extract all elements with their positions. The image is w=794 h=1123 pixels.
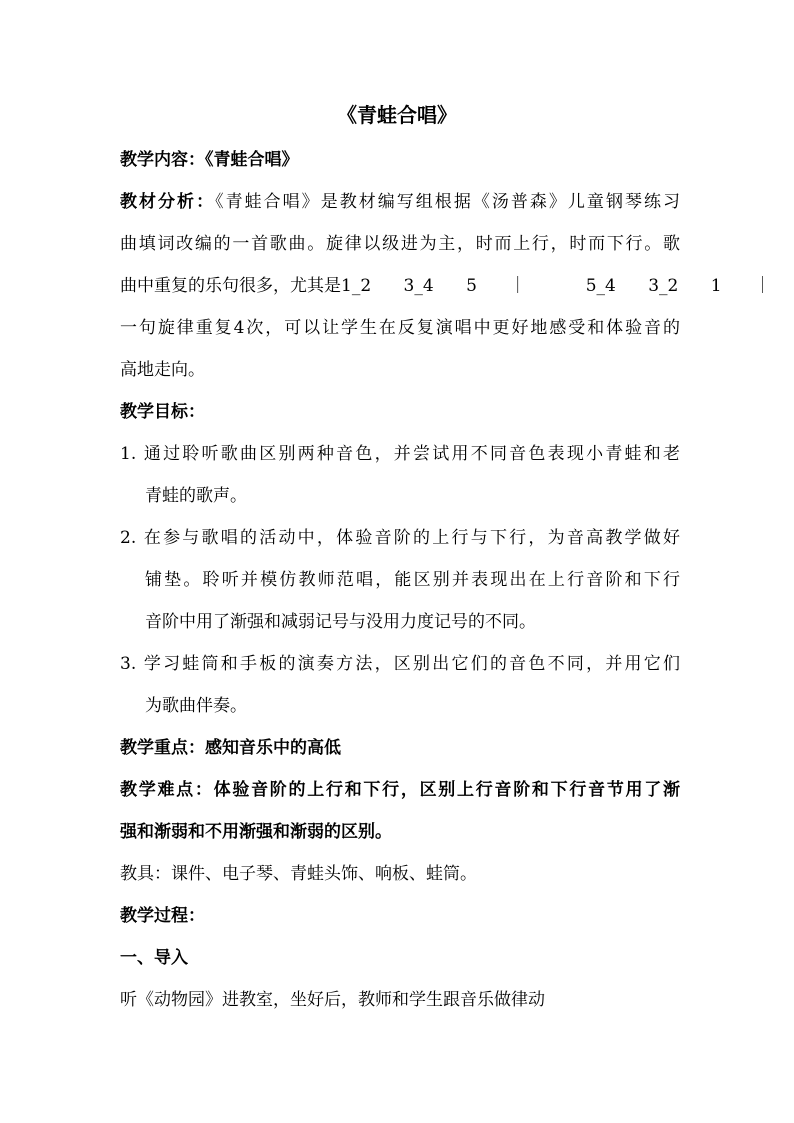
analysis-line-5: 高地走向。 [120, 360, 205, 380]
analysis-line-1 [120, 190, 680, 214]
content-line [120, 148, 680, 172]
melody-notation: 1_2 3_4 5 ｜ 5_4 3_2 1 ｜ [341, 276, 771, 296]
objective-1-line-2: 青蛙的歌声。 [145, 486, 247, 506]
key-point: 教学重点：感知音乐中的高低 [120, 738, 341, 758]
content-label: 教学内容： [120, 150, 205, 170]
objective-1-line-1: 1. 通过聆听歌曲区别两种音色，并尝试用不同音色表现小青蛙和老 [120, 444, 680, 464]
document-title: 《青蛙合唱》 [337, 103, 457, 127]
section-1-heading: 一、导入 [120, 948, 188, 968]
objective-3-line-1: 3. 学习蛙筒和手板的演奏方法，区别出它们的音色不同，并用它们 [120, 654, 680, 674]
process-heading: 教学过程： [120, 906, 205, 926]
analysis-line-3 [120, 274, 771, 298]
teaching-tools: 教具：课件、电子琴、青蛙头饰、响板、蛙筒。 [120, 864, 477, 884]
objective-2-line-2: 铺垫。聆听并模仿教师范唱，能区别并表现出在上行音阶和下行 [145, 570, 680, 590]
difficulty-line-2: 强和渐弱和不用渐强和渐弱的区别。 [120, 822, 392, 842]
objective-3-line-2: 为歌曲伴奏。 [145, 696, 247, 716]
analysis-line-2: 曲填词改编的一首歌曲。旋律以级进为主，时而上行，时而下行。歌 [120, 234, 680, 254]
analysis-line-4: 一句旋律重复4次，可以让学生在反复演唱中更好地感受和体验音的 [120, 318, 680, 338]
section-1-text: 听《动物园》进教室，坐好后，教师和学生跟音乐做律动 [120, 990, 545, 1010]
content-value: 《青蛙合唱》 [205, 150, 299, 170]
analysis-text-3: 曲中重复的乐句很多，尤其是 [120, 276, 341, 296]
analysis-label: 教材分析： [120, 192, 216, 212]
objective-2-line-3: 音阶中用了渐强和减弱记号与没用力度记号的不同。 [145, 612, 536, 632]
difficulty-line-1: 教学难点：体验音阶的上行和下行，区别上行音阶和下行音节用了渐 [120, 780, 680, 800]
objectives-heading: 教学目标： [120, 402, 205, 422]
analysis-text-1: 《青蛙合唱》是教材编写组根据《汤普森》儿童钢琴练习 [215, 192, 681, 212]
objective-2-line-1: 2. 在参与歌唱的活动中，体验音阶的上行与下行，为音高教学做好 [120, 528, 680, 548]
